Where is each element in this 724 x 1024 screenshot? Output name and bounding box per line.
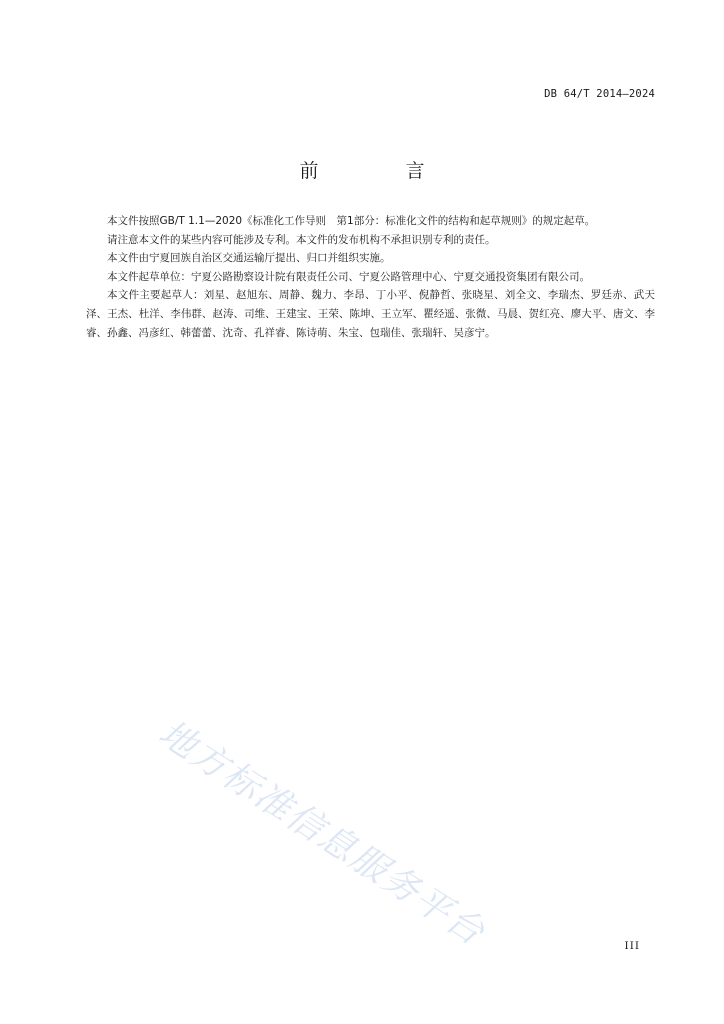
document-code: DB 64/T 2014—2024: [544, 88, 655, 100]
paragraph-drafters: 本文件主要起草人：刘星、赵旭东、周静、魏力、李昂、丁小平、倪静哲、张晓星、刘全文、李瑞杰、罗廷赤、武天泽、王杰、杜洋、李伟群、赵涛、司维、王建宝、王荣、陈坤、王立军、瞿经遥、张微、马晨、贺红亮、廖大平、唐文、李睿、孙鑫、冯彦红、韩蕾蕾、沈奇、孔祥睿、陈诗萌、朱宝、包瑞佳、张瑞轩、吴彦宁。: [86, 289, 655, 339]
paragraph-proposer: 本文件由宁夏回族自治区交通运输厅提出、归口并组织实施。: [107, 252, 391, 265]
foreword-body: [86, 212, 655, 342]
paragraph-drafting-units: 本文件起草单位：宁夏公路勘察设计院有限责任公司、宁夏公路管理中心、宁夏交通投资集团有限公司。: [107, 270, 590, 283]
watermark: 地方标准信息服务平台: [151, 712, 493, 955]
paragraph-patent-notice: 请注意本文件的某些内容可能涉及专利。本文件的发布机构不承担识别专利的责任。: [107, 233, 496, 246]
page-title: 前 言: [299, 160, 459, 182]
page-number: III: [624, 940, 640, 952]
paragraph-drafting-rule: 本文件按照GB/T 1.1—2020《标准化工作导则 第1部分：标准化文件的结构和起草规则》的规定起草。: [107, 215, 596, 227]
